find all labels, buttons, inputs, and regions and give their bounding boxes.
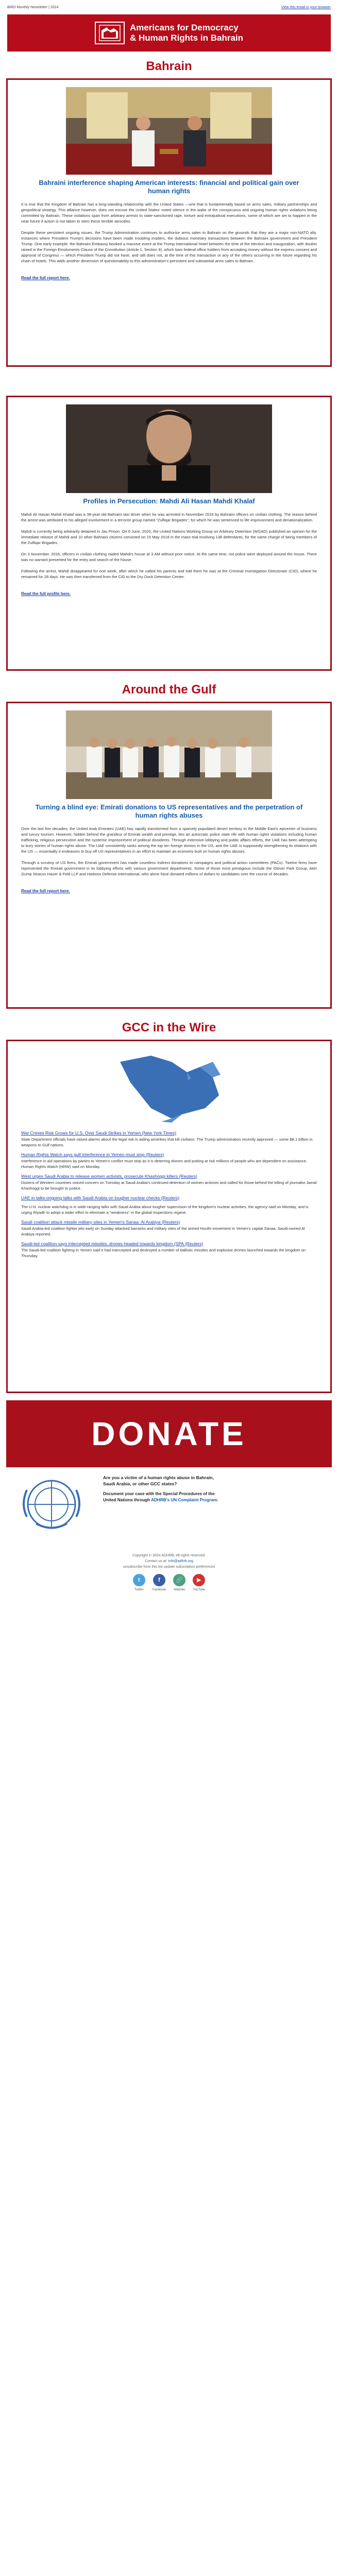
contact-email-link[interactable]: info@adhrb.org xyxy=(168,1560,193,1563)
gcc-link[interactable]: Human Rights Watch says gulf interference in Yemen must stop (Reuters) xyxy=(21,1152,164,1157)
gcc-item xyxy=(21,1195,317,1201)
social-label: Facebook xyxy=(152,1588,166,1591)
article-card-1 xyxy=(6,78,332,367)
article-1-photo xyxy=(66,87,272,175)
header-banner[interactable] xyxy=(7,14,331,52)
article-2-title: Profiles in Persecution: Mahdi Ali Hasan Mahdi Khalaf xyxy=(83,497,255,505)
un-complaint-text xyxy=(103,1475,227,1550)
gcc-link[interactable]: UAE in talks-ongoing talks with Saudi Arabia on tougher nuclear checks (Reuters) xyxy=(21,1195,180,1200)
youtube-icon: ▶ xyxy=(193,1574,205,1586)
footer xyxy=(0,1553,338,1593)
gcc-item xyxy=(21,1219,317,1237)
article-3-title: Turning a blind eye: Emirati donations to US representatives and the perpetration of human rights abuses xyxy=(35,803,303,819)
article-1-title: Bahraini interference shaping American interests: financial and political gain over human rights xyxy=(39,179,299,195)
gcc-link[interactable]: War Crimes Risk Grows for U.S. Over Saudi Strikes in Yemen (New York Times) xyxy=(21,1130,177,1136)
gcc-map xyxy=(110,1046,228,1124)
social-twitter[interactable] xyxy=(133,1574,145,1593)
social-facebook[interactable] xyxy=(153,1574,166,1593)
article-3-paragraph-1: Over the last five decades, the United Arab Emirates (UAE) has rapidly transformed from a sparsely populated desert territory to the Middle East's epicenter of business and luxury tourism. However, hidden behind the grandeur of Emirati wealth and prestige, lies an autocratic police state rife with human rights violations including human trafficking, religious persecution and the systemic imprisonment of political dissidents. Through extensive lobbying and public affairs efforts, the UAE has been attempting to bury stories of human rights abuse. The UAE consistently ranks among the top ten foreign donors in the US, and the UAE is supposedly strengthening its relations with the US — essentially it endeavors to buy off US representatives in an effort to maintain an economy built on human rights abuses. xyxy=(21,826,317,854)
gcc-desc: The U.N. nuclear watchdog is in wide-ranging talks with Saudi Arabia about tougher supervision of the kingdom's nuclear activities, the agency said on Monday, and is urging Riyadh to adopt a wider effort to eliminate a "weakness" in the global inspections regime. xyxy=(21,1205,309,1215)
gcc-link[interactable]: West urges Saudi Arabia to release women activists, prosecute Khashoggi killers (Reuters) xyxy=(21,1174,197,1179)
gcc-desc: State Department officials have raised alarms about the legal risk in aiding airstrikes that kill civilians. The Trump administration recently approved — some $8.1 billion in weapons to Gulf nations. xyxy=(21,1137,313,1147)
section-title-gcc: GCC in the Wire xyxy=(122,1021,216,1035)
article-2-paragraph-1: Mahdi Ali Hasan Mahdi Khalaf was a 38-year-old Bahraini taxi driver when he was arrested in November 2016 by Bahraini officers on civilian clothing. The reason behind the arrest was attributed to his alleged involvement in a terrorist group named "Zulfiqar Brigades", for which he was sentenced to life imprisonment and denationalization. xyxy=(21,512,317,522)
twitter-icon: t xyxy=(133,1574,145,1586)
victim-question: Are you a victim of a human rights abuse in Bahrain, Saudi Arabia, or other GCC states? xyxy=(103,1475,214,1486)
gcc-item xyxy=(21,1173,317,1191)
social-label: Twitter xyxy=(134,1588,144,1591)
gcc-item xyxy=(21,1151,317,1170)
un-complaint-section xyxy=(0,1467,338,1550)
gcc-link[interactable]: Saudi-led coalition says intercepted missiles, drones headed towards kingdom (SPA (Reuters) xyxy=(21,1241,204,1246)
gcc-desc: Interference in aid operations by parties to Yemen's conflict must stop as it is deterring donors and putting at risk millions of people who are dependent on assistance, Human Rights Watch (HRW) said on Monday. xyxy=(21,1159,307,1169)
gcc-wire-card xyxy=(6,1040,332,1393)
article-1-paragraph-1: It is true that the Kingdom of Bahrain has a long-standing relationship with the United States —one that is fundamentally based on arms sales, military partnerships and geopolitical strategy. This alliance however, does not excuse the United States' noted silence in the wake of the conspicuous and ongoing human rights violations being committed by Bahrain. These violations span from arbitrary arrests to state-sanctioned rape, torture and extrajudicial executions, some of which are set to happen in the near future if action is not taken to stem these terrible atrocities. xyxy=(21,202,317,224)
social-website[interactable] xyxy=(173,1574,185,1593)
contact-line xyxy=(0,1558,338,1564)
article-2-paragraph-2: Mahdi is currently being arbitrarily detained in Jau Prison. On 9 June, 2020, the United Nations Working Group on Arbitrary Detention (WGAD) published an opinion for the immediate release of Mahdi and 10 other Bahraini citizens convicted on 15 May 2018 in the mass trial involving 138 defendants, for the same charge of being members of the Zulfiqar Brigades. xyxy=(21,529,317,545)
section-title-gulf: Around the Gulf xyxy=(122,683,216,697)
social-label: YouTube xyxy=(193,1588,205,1591)
org-name xyxy=(130,23,243,43)
section-title-bahrain: Bahrain xyxy=(146,59,192,73)
contact-prefix: Contact us at: xyxy=(145,1560,167,1563)
un-complaint-program-link[interactable]: ADHRB's UN Complaint Program. xyxy=(150,1498,218,1502)
article-3-read-more-link[interactable]: Read the full report here. xyxy=(21,889,70,893)
facebook-icon: f xyxy=(153,1574,165,1586)
document-case-prefix: Document your case with the Special Procedures of the United Nations through xyxy=(103,1492,215,1502)
social-links xyxy=(0,1574,338,1593)
article-2-photo xyxy=(66,404,272,493)
org-name-line2: & Human Rights in Bahrain xyxy=(129,33,244,43)
website-icon: 🔗 xyxy=(173,1574,185,1586)
article-3-photo xyxy=(66,710,272,799)
un-emblem-icon xyxy=(15,1475,88,1536)
gcc-link[interactable]: Saudi coalition attack missile military sites in Yemen's Sanaa: Al Arabiya (Reuters) xyxy=(21,1219,180,1225)
social-youtube[interactable] xyxy=(193,1574,205,1593)
org-name-line1: Americans for Democracy xyxy=(129,23,239,32)
gcc-item xyxy=(21,1130,317,1148)
donate-button[interactable] xyxy=(6,1400,332,1467)
article-1-read-more-link[interactable]: Read the full report here. xyxy=(21,276,70,280)
preheader xyxy=(0,0,338,14)
article-card-2 xyxy=(6,396,332,671)
document-case-text xyxy=(103,1491,227,1503)
social-label: Website xyxy=(174,1588,185,1591)
donate-label: DONATE xyxy=(91,1415,247,1452)
article-card-3 xyxy=(6,702,332,1009)
article-2-paragraph-4: Following the arrest, Mahdi disappeared for one week, after which he called his parents and told them he was at the Criminal Investigation Directorate (CID), where he remained for 28 days. He was then transferred from the CID to the Dry Dock Detention Center. xyxy=(21,569,317,579)
unsubscribe-line[interactable]: unsubscribe from this list update subscription preferences xyxy=(123,1565,215,1569)
adhrb-logo xyxy=(95,22,125,44)
article-3-paragraph-2: Through a scrutiny of US firms, the Emirati government has made countless indirect donations to campaigns and political action committees (PACs). Twelve firms have represented the Emirati government in its lobbying efforts with various government departments. Some of those most prestigious include the Glover Park Group, Akin Gump Strauss Hauer & Feld LLP and Harbour Defense International, who alone have donated millions of dollars to candidates over the course of decades. xyxy=(21,860,317,876)
article-1-paragraph-2: Despite these persistent ongoing issues, the Trump Administration continues to authorize arms sales to Bahrain on the grounds that they are a major non-NATO ally. Instances where President Trump's decisions have been made troubling insiders, the dubious monetary transactions between the Bahraini government and President Trump. One early example: the Bahraini Embassy booked a massive event at the Trump International Hotel between the time of the election and inauguration, with doubts raised in the Foreign Emoluments Clause of the Constitution (Article 1, Section 9), which bars federal office holders from accepting money without the express consent and approval of Congress — which President Trump did not have, and still does not, at the time of this transaction or any of the others occurring in the future regarding his chain of hotels. This adds another dimension of questionability to this administration's persistent and substantial arms sales to Bahrain. xyxy=(21,230,317,263)
preheader-title: BIRD Monthly Newsletter | 2024 xyxy=(7,5,59,9)
gcc-item xyxy=(21,1241,317,1259)
article-2-paragraph-3: On 3 November, 2016, officers in civilian clothing raided Mahdi's house at 3 AM without prior notice. At the same time, riot police were deployed around the house. There was no warrant presented for the entry and search of the house. xyxy=(21,552,317,562)
gcc-desc: The Saudi-led coalition fighting in Yemen said it had intercepted and destroyed a number of ballistic missiles and explosive drones launched towards the kingdom on Thursday. xyxy=(21,1248,306,1258)
gcc-desc: Saudi Arabia-led coalition fighter jets early on Sunday attacked barracks and military sites of the armed Houthi movement in Yemen's capital Sanaa, Saudi-owned Al Arabiya reported. xyxy=(21,1226,305,1236)
article-2-read-more-link[interactable]: Read the full profile here. xyxy=(21,591,71,596)
view-in-browser-link[interactable]: View this email in your browser xyxy=(281,5,331,9)
gcc-desc: Dozens of Western countries voiced concern on Tuesday at Saudi Arabia's continued detention of women activists and called for those behind the killing of journalist Jamal Khashoggi to be brought to justice. xyxy=(21,1180,317,1191)
copyright: Copyright © 2024 ADHRB, All rights reserved. xyxy=(132,1554,206,1557)
gcc-item xyxy=(21,1205,317,1215)
